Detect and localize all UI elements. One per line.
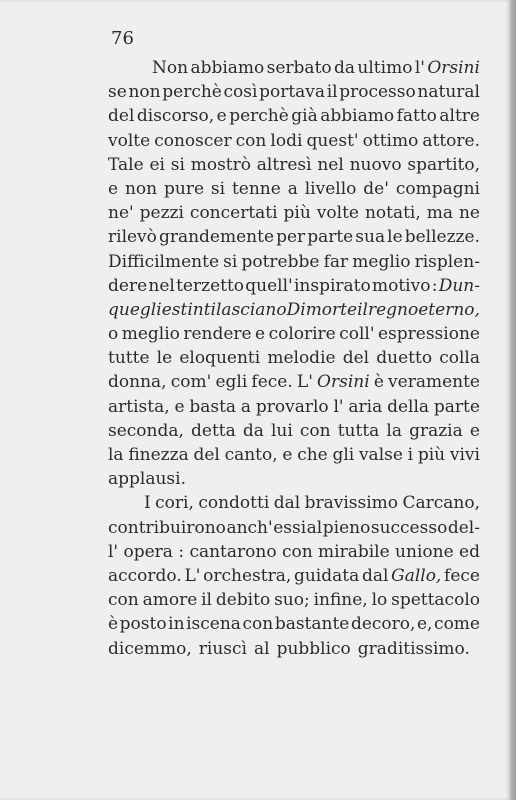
word: pubblico xyxy=(276,638,351,659)
word: essi xyxy=(273,517,307,538)
word: e xyxy=(255,324,266,345)
word: successo xyxy=(370,517,448,538)
word: guidata xyxy=(293,565,360,586)
word: coll' xyxy=(339,324,375,345)
word: : xyxy=(431,275,438,296)
word: gli xyxy=(332,445,355,465)
word: già xyxy=(291,106,318,127)
word: donna, xyxy=(108,372,167,393)
word: applausi. xyxy=(108,469,186,490)
word: e xyxy=(108,178,119,199)
text-line xyxy=(108,540,480,564)
word: Di xyxy=(286,299,306,320)
word: a xyxy=(287,178,298,199)
word: non xyxy=(124,178,158,199)
text-line xyxy=(108,153,480,177)
page-number: 76 xyxy=(111,28,134,49)
word: motivo xyxy=(372,275,431,296)
word: abbiamo xyxy=(190,58,265,78)
word: Difficilmente xyxy=(108,251,219,272)
word: terzetto xyxy=(176,275,245,296)
word: del xyxy=(193,445,220,465)
word: o xyxy=(108,324,119,345)
word: melodie xyxy=(267,348,336,369)
word: de' xyxy=(363,178,389,199)
word: come xyxy=(434,614,480,635)
word: tutta xyxy=(337,420,380,441)
word: al xyxy=(306,517,323,538)
text-line xyxy=(108,419,480,443)
word: eterno, xyxy=(418,299,480,320)
word: dicemmo, xyxy=(108,638,192,659)
word: le xyxy=(156,348,173,369)
word: e xyxy=(282,445,293,465)
word: se xyxy=(108,82,127,103)
word: notati, xyxy=(364,203,421,224)
word: da xyxy=(242,420,264,441)
word: è xyxy=(108,614,119,635)
word: nel xyxy=(317,154,344,175)
word: espressione xyxy=(377,324,480,345)
word: lasciano xyxy=(216,299,287,320)
text-line xyxy=(108,467,480,491)
word: nel xyxy=(148,275,175,296)
word: processo xyxy=(339,82,416,103)
word: a xyxy=(240,396,252,417)
word: parte xyxy=(307,227,354,248)
word: valse xyxy=(358,445,403,465)
page-edge xyxy=(510,0,516,800)
word: l' xyxy=(108,541,119,562)
word: inspirato xyxy=(293,275,371,296)
word: serbato xyxy=(266,58,332,78)
word: portava xyxy=(259,82,326,103)
text-line xyxy=(108,298,480,322)
word: è xyxy=(373,372,384,393)
word: ne' xyxy=(108,203,134,224)
text-line xyxy=(108,129,480,153)
word: concertati xyxy=(189,203,278,224)
word: Tale xyxy=(108,154,144,175)
word: grandemente xyxy=(158,227,275,248)
word: quell' xyxy=(245,275,293,296)
word: pezzi xyxy=(139,203,184,224)
word: bastante xyxy=(274,614,350,635)
word: vivi xyxy=(449,445,480,465)
word: sua xyxy=(355,227,386,248)
word: Gallo, xyxy=(391,565,442,586)
text-line xyxy=(108,612,480,636)
word: aria xyxy=(348,396,383,417)
text-line xyxy=(108,491,480,515)
word: opera xyxy=(123,541,173,562)
word: far xyxy=(323,251,349,272)
word: L' xyxy=(184,565,201,586)
text-line xyxy=(108,104,480,128)
word: gli xyxy=(139,299,162,320)
word: la xyxy=(386,420,402,441)
word: meglio xyxy=(121,324,180,345)
word: pure xyxy=(163,178,205,199)
word: accordo. xyxy=(108,565,182,586)
word: grazia xyxy=(409,420,463,441)
word: quest' xyxy=(306,130,359,151)
word: ultimo xyxy=(357,58,413,78)
word: la xyxy=(108,445,124,465)
text-line xyxy=(108,250,480,274)
word: le xyxy=(387,227,403,248)
word: detta xyxy=(191,420,236,441)
word: mirabile xyxy=(318,541,390,562)
word: fece xyxy=(444,565,480,586)
word: mostrò xyxy=(190,154,251,175)
word: al xyxy=(253,638,270,659)
word: orchestra, xyxy=(203,565,292,586)
word: con xyxy=(299,420,331,441)
word: riuscì xyxy=(198,638,247,659)
word: infine, xyxy=(313,590,368,611)
word: del- xyxy=(447,517,480,538)
word: livello xyxy=(304,178,357,199)
word: discorso, xyxy=(136,106,215,127)
word: perchè xyxy=(229,106,289,127)
word: con xyxy=(281,541,313,562)
word: del xyxy=(108,106,135,127)
word: Orsini xyxy=(317,372,370,393)
word: com' xyxy=(170,372,212,393)
word: si xyxy=(223,251,238,272)
word: morte xyxy=(305,299,358,320)
word: l' xyxy=(333,396,344,417)
word: unione xyxy=(395,541,454,562)
word: potrebbe xyxy=(241,251,320,272)
word: pieno xyxy=(322,517,371,538)
word: spartito, xyxy=(407,154,480,175)
word: fatto xyxy=(396,106,437,127)
text-line xyxy=(108,322,480,346)
word: spettacolo xyxy=(391,590,480,611)
word: tutte xyxy=(108,348,150,369)
word: dere xyxy=(108,275,148,296)
word: rilevò xyxy=(108,227,157,248)
word: : xyxy=(178,541,185,562)
word: perchè xyxy=(162,82,222,103)
word: bravissimo xyxy=(304,493,399,514)
word: Carcano, xyxy=(402,493,480,514)
word: posto xyxy=(119,614,167,635)
word: attore. xyxy=(422,130,480,151)
text-line xyxy=(108,395,480,419)
word: il xyxy=(201,590,212,611)
word: risplen- xyxy=(414,251,480,272)
word: ne xyxy=(458,203,480,224)
text-line xyxy=(108,274,480,298)
word: ei xyxy=(149,154,165,175)
word: veramente xyxy=(388,372,480,393)
word: con xyxy=(235,130,267,151)
word: estinti xyxy=(161,299,216,320)
word: cori, xyxy=(155,493,194,514)
word: si xyxy=(170,154,185,175)
text-line xyxy=(108,516,480,540)
text-line xyxy=(108,637,480,661)
text-line xyxy=(108,346,480,370)
word: nuovo xyxy=(349,154,402,175)
word: regno xyxy=(367,299,419,320)
word: e, xyxy=(417,614,433,635)
word: anch' xyxy=(226,517,273,538)
word: parte xyxy=(433,396,480,417)
word: basta xyxy=(189,396,237,417)
word: suo; xyxy=(274,590,310,611)
word: dal xyxy=(273,493,301,514)
word: con xyxy=(242,614,274,635)
word: così xyxy=(223,82,258,103)
word: l' xyxy=(414,58,425,78)
word: compagni xyxy=(395,178,480,199)
word: egli xyxy=(215,372,248,393)
word: ed xyxy=(459,541,480,562)
word: Orsini xyxy=(427,58,480,78)
word: più xyxy=(417,445,446,465)
word: il xyxy=(326,82,338,103)
word: per xyxy=(276,227,306,248)
word: colla xyxy=(439,348,480,369)
word: abbiamo xyxy=(320,106,395,127)
word: meglio xyxy=(352,251,411,272)
word: contribuirono xyxy=(108,517,226,538)
word: amore xyxy=(142,590,198,611)
word: I xyxy=(144,493,151,514)
word: duetto xyxy=(376,348,433,369)
word: Dun- xyxy=(438,275,480,296)
word: natural xyxy=(417,82,480,103)
word: canto, xyxy=(224,445,278,465)
word: e xyxy=(174,396,185,417)
word: lui xyxy=(270,420,293,441)
word: lo xyxy=(371,590,388,611)
word: rendere xyxy=(183,324,252,345)
word: finezza xyxy=(128,445,189,465)
word: della xyxy=(387,396,430,417)
word: volte xyxy=(108,130,151,151)
text-line xyxy=(108,177,480,201)
word: del xyxy=(342,348,370,369)
word: che xyxy=(297,445,328,465)
word: tenne xyxy=(231,178,281,199)
text-line xyxy=(108,370,480,394)
word: ottimo xyxy=(362,130,419,151)
text-line xyxy=(108,201,480,225)
word: e xyxy=(469,420,480,441)
word: artista, xyxy=(108,396,170,417)
word: L' xyxy=(296,372,313,393)
word: condotti xyxy=(198,493,270,514)
word: altre xyxy=(439,106,480,127)
word: provarlo xyxy=(255,396,329,417)
text-line xyxy=(108,56,480,80)
word: decoro, xyxy=(350,614,416,635)
word: Non xyxy=(152,58,189,78)
word: que xyxy=(108,299,140,320)
word: bellezze. xyxy=(404,227,480,248)
body-text xyxy=(108,56,480,661)
word: lodi xyxy=(270,130,303,151)
word: più xyxy=(283,203,311,224)
word: con xyxy=(108,590,139,611)
word: conoscer xyxy=(154,130,232,151)
text-line xyxy=(108,225,480,249)
word: ma xyxy=(426,203,453,224)
word: eloquenti xyxy=(179,348,261,369)
text-line xyxy=(108,80,480,104)
text-line xyxy=(108,588,480,612)
text-line xyxy=(108,564,480,588)
word: cantarono xyxy=(189,541,277,562)
word: iscena xyxy=(186,614,241,635)
word: volte xyxy=(316,203,359,224)
word: altresì xyxy=(256,154,312,175)
word: graditissimo. xyxy=(357,638,470,659)
word: colorire xyxy=(268,324,336,345)
word: seconda, xyxy=(108,420,184,441)
word: i xyxy=(407,445,414,465)
word: da xyxy=(334,58,356,78)
word: si xyxy=(210,178,226,199)
word: debito xyxy=(215,590,271,611)
text-line xyxy=(108,443,480,467)
word: dal xyxy=(361,565,389,586)
word: in xyxy=(168,614,185,635)
word: il xyxy=(357,299,368,320)
word: fece. xyxy=(251,372,293,393)
word: non xyxy=(128,82,161,103)
word: e xyxy=(216,106,227,127)
